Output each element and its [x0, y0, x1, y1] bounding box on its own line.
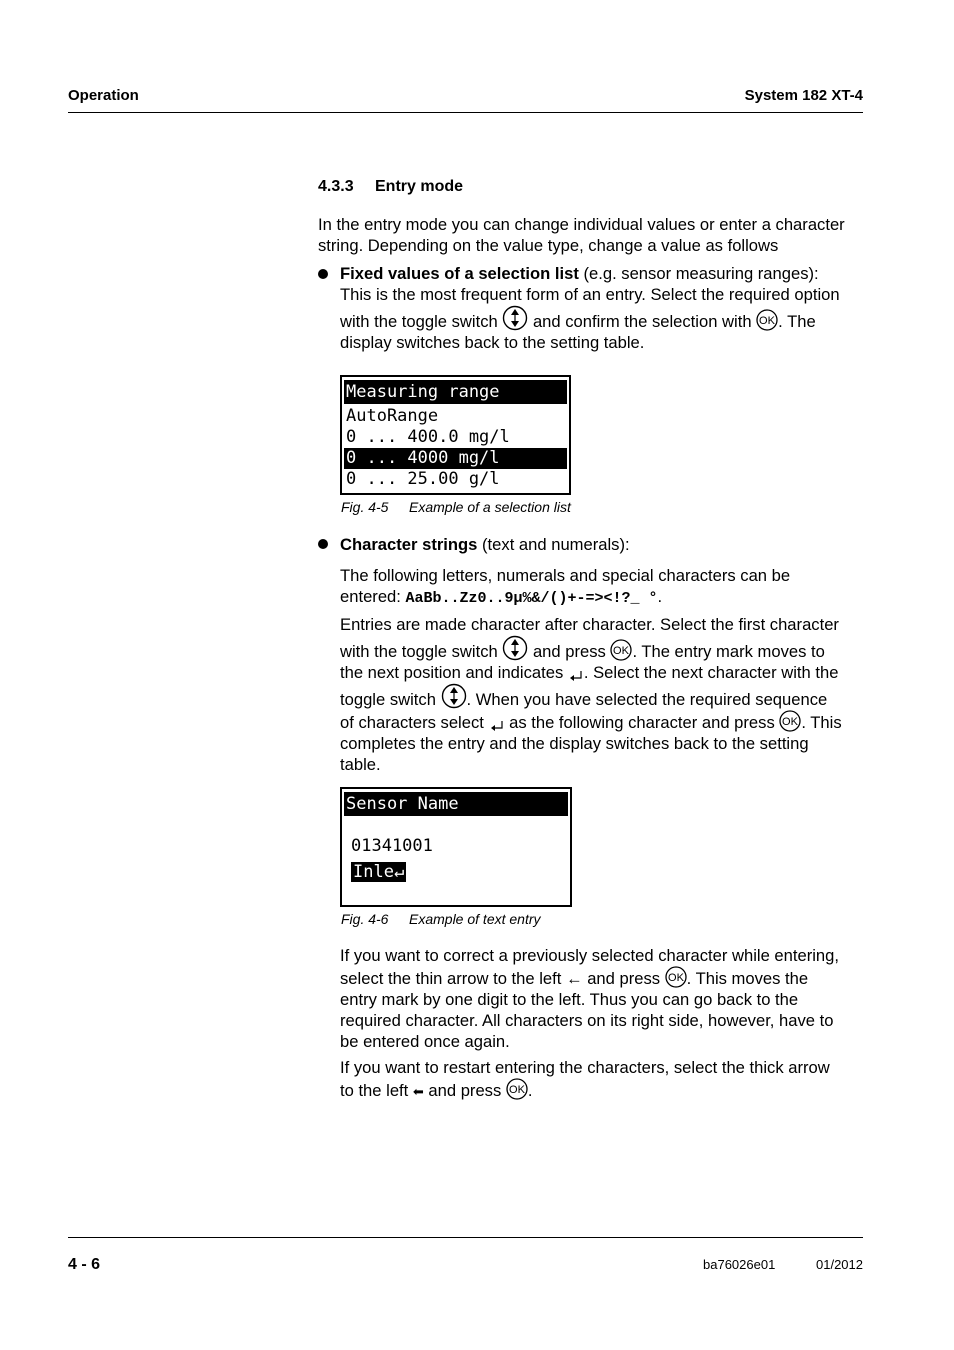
thick-left-arrow-icon: ⬅: [412, 1084, 424, 1099]
figure-number: Fig. 4-5: [341, 499, 389, 515]
lcd-entered-value: 01341001: [351, 836, 433, 856]
svg-text:OK: OK: [613, 645, 630, 657]
ok-key-icon: [665, 966, 687, 988]
section-title: Entry mode: [375, 178, 464, 195]
text-line: Entries are made character after character. Select the first character: [340, 615, 839, 634]
header-section-name: Operation: [68, 87, 139, 104]
toggle-switch-icon: [502, 635, 528, 661]
text-line: completes the entry and the display switches back to the setting: [340, 734, 809, 753]
text-span: . This: [801, 713, 842, 732]
text-span: . The: [778, 312, 816, 331]
svg-text:OK: OK: [508, 1084, 525, 1096]
text-span: toggle switch: [340, 690, 441, 709]
text-span: . This moves the: [686, 969, 809, 988]
document-id: ba76026e01: [703, 1257, 776, 1272]
text-span: select the thin arrow to the left: [340, 969, 566, 988]
text-span: (e.g. sensor measuring ranges):: [578, 264, 819, 283]
ok-key-icon: [779, 710, 801, 732]
enter-arrow-icon: [489, 718, 505, 732]
text-span: the next position and indicates: [340, 663, 568, 682]
lcd-option[interactable]: AutoRange: [346, 406, 439, 426]
section-heading: [318, 178, 463, 196]
page-number: 4 - 6: [68, 1256, 101, 1273]
text-span: as the following character and press: [504, 713, 780, 732]
lcd-title: Sensor Name: [344, 792, 568, 816]
character-strings-term: Character strings: [340, 535, 478, 554]
svg-text:OK: OK: [759, 315, 776, 327]
ok-key-icon: [610, 639, 632, 661]
section-number: 4.3.3: [318, 178, 354, 195]
lcd-option[interactable]: 0 ... 25.00 g/l: [346, 469, 500, 489]
text-span: of characters select: [340, 713, 489, 732]
thin-left-arrow-icon: ←: [565, 969, 583, 988]
footer-rule: [68, 1237, 863, 1238]
bullet-marker: [318, 539, 328, 549]
lcd-selection-list: [340, 375, 571, 495]
lcd-entry-cursor[interactable]: Inle↵: [353, 862, 405, 882]
text-line: This is the most frequent form of an entry. Select the required option: [340, 285, 840, 304]
text-span: and press: [423, 1081, 506, 1100]
text-line: be entered once again.: [340, 1032, 510, 1051]
svg-text:OK: OK: [782, 716, 799, 728]
intro-line: string. Depending on the value type, change a value as follows: [318, 236, 779, 255]
text-line: If you want to correct a previously selected character while entering,: [340, 946, 839, 965]
selection-list-paragraph: [340, 263, 865, 353]
text-span: with the toggle switch: [340, 642, 503, 661]
intro-paragraph: [318, 214, 863, 256]
text-span: entered:: [340, 587, 406, 606]
header-product-name: System 182 XT-4: [744, 87, 863, 104]
text-span: to the left: [340, 1081, 413, 1100]
figure-number: Fig. 4-6: [341, 911, 389, 927]
text-line: entry mark by one digit to the left. Thus you can go back to the: [340, 990, 799, 1009]
text-span: (text and numerals):: [477, 535, 630, 554]
selection-list-term: Fixed values of a selection list: [340, 264, 579, 283]
character-set-paragraph: [340, 565, 865, 609]
text-span: and press: [528, 642, 611, 661]
text-line: display switches back to the setting table.: [340, 333, 645, 352]
text-span: . The entry mark moves to: [632, 642, 825, 661]
entries-paragraph: [340, 614, 865, 775]
text-line: required character. All characters on its right side, however, have to: [340, 1011, 834, 1030]
text-line: The following letters, numerals and special characters can be: [340, 566, 791, 585]
text-span: with the toggle switch: [340, 312, 503, 331]
toggle-switch-icon: [502, 305, 528, 331]
figure-caption: [341, 499, 571, 515]
text-line: If you want to restart entering the characters, select the thick arrow: [340, 1058, 830, 1077]
toggle-switch-icon: [441, 683, 467, 709]
lcd-entry-line[interactable]: [344, 862, 568, 883]
text-line: table.: [340, 755, 381, 774]
restart-paragraph: [340, 1057, 865, 1102]
text-span: and press: [582, 969, 665, 988]
character-strings-heading: [340, 534, 865, 555]
lcd-title: Measuring range: [344, 380, 567, 404]
ok-key-icon: [506, 1078, 528, 1100]
correction-paragraph: [340, 945, 865, 1052]
document-date: 01/2012: [816, 1257, 863, 1272]
lcd-option-selected[interactable]: 0 ... 4000 mg/l: [344, 448, 567, 469]
enter-arrow-icon: [568, 668, 584, 682]
intro-line: In the entry mode you can change individual values or enter a character: [318, 215, 845, 234]
text-span: .: [527, 1081, 533, 1100]
ok-key-icon: [756, 309, 778, 331]
lcd-text-entry: [340, 787, 572, 907]
character-set: AaBb..Zz0..9µ%&/()+-=><!?_ °: [405, 590, 658, 607]
figure-caption-text: Example of a selection list: [409, 499, 571, 515]
bullet-marker: [318, 269, 328, 279]
figure-caption: [341, 911, 541, 927]
figure-caption-text: Example of text entry: [409, 911, 541, 927]
svg-text:OK: OK: [667, 972, 684, 984]
text-span: .: [657, 587, 663, 606]
header-rule: [68, 112, 863, 113]
text-span: . Select the next character with the: [583, 663, 839, 682]
text-span: and confirm the selection with: [528, 312, 757, 331]
lcd-option[interactable]: 0 ... 400.0 mg/l: [346, 427, 510, 447]
text-span: . When you have selected the required sequence: [466, 690, 828, 709]
